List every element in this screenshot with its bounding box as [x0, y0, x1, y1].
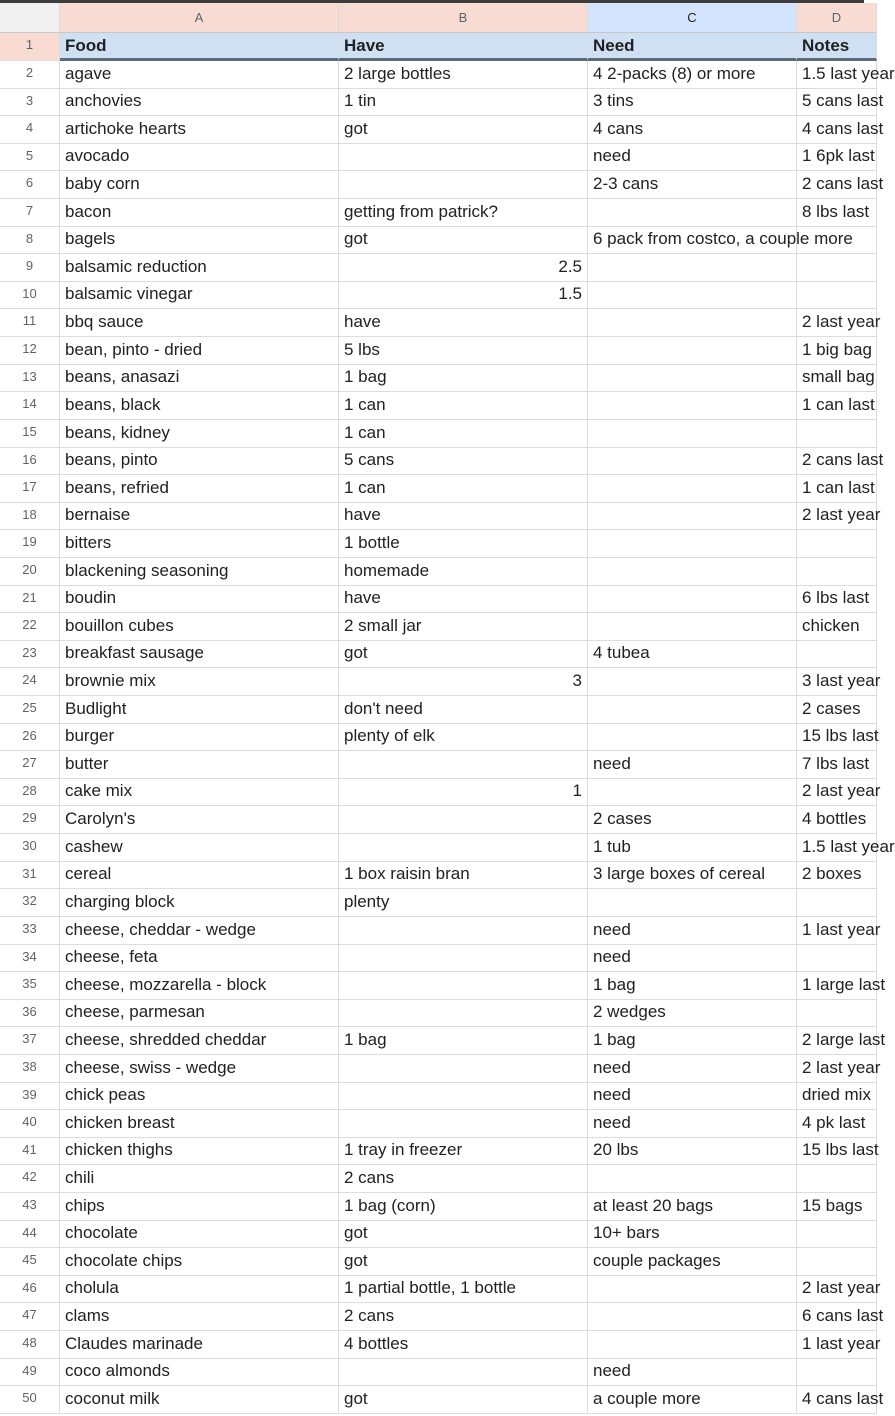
cell-have[interactable]: plenty — [339, 889, 588, 917]
row-header[interactable]: 40 — [0, 1110, 60, 1138]
cell-notes[interactable] — [797, 1221, 877, 1249]
cell-food[interactable]: chicken breast — [60, 1110, 339, 1138]
cell-have[interactable]: have — [339, 309, 588, 337]
cell-notes[interactable] — [797, 1248, 877, 1276]
cell-need[interactable]: 2 cases — [588, 806, 797, 834]
cell-food[interactable]: anchovies — [60, 89, 339, 117]
cell-have[interactable] — [339, 1055, 588, 1083]
cell-notes[interactable]: 1 big bag — [797, 337, 877, 365]
cell-have[interactable]: 1 can — [339, 392, 588, 420]
header-cell-notes[interactable]: Notes — [797, 33, 877, 61]
cell-food[interactable]: avocado — [60, 144, 339, 172]
cell-notes[interactable]: 1 last year — [797, 1331, 877, 1359]
row-header[interactable]: 33 — [0, 917, 60, 945]
cell-food[interactable]: beans, refried — [60, 475, 339, 503]
row-header[interactable]: 49 — [0, 1359, 60, 1387]
row-header[interactable]: 14 — [0, 392, 60, 420]
cell-have[interactable]: got — [339, 1221, 588, 1249]
row-header[interactable]: 37 — [0, 1027, 60, 1055]
row-header[interactable]: 24 — [0, 668, 60, 696]
cell-have[interactable] — [339, 144, 588, 172]
row-header[interactable]: 12 — [0, 337, 60, 365]
row-header[interactable]: 9 — [0, 254, 60, 282]
row-header[interactable]: 8 — [0, 227, 60, 255]
row-header[interactable]: 21 — [0, 586, 60, 614]
cell-need[interactable] — [588, 337, 797, 365]
cell-food[interactable]: chocolate chips — [60, 1248, 339, 1276]
cell-food[interactable]: burger — [60, 724, 339, 752]
cell-notes[interactable]: 1 6pk last — [797, 144, 877, 172]
cell-need[interactable] — [588, 724, 797, 752]
cell-notes[interactable]: 2 large last — [797, 1027, 877, 1055]
cell-food[interactable]: cheese, parmesan — [60, 1000, 339, 1028]
row-header[interactable]: 25 — [0, 696, 60, 724]
cell-notes[interactable] — [797, 1165, 877, 1193]
row-header[interactable]: 22 — [0, 613, 60, 641]
cell-notes[interactable]: 15 lbs last — [797, 724, 877, 752]
cell-notes[interactable]: 1.5 last year — [797, 834, 877, 862]
cell-food[interactable]: beans, kidney — [60, 420, 339, 448]
cell-need[interactable]: need — [588, 144, 797, 172]
cell-notes[interactable]: 1 large last — [797, 972, 877, 1000]
header-cell-need[interactable]: Need — [588, 33, 797, 61]
cell-need[interactable]: need — [588, 1055, 797, 1083]
cell-food[interactable]: balsamic vinegar — [60, 282, 339, 310]
cell-need[interactable] — [588, 309, 797, 337]
row-header[interactable]: 47 — [0, 1303, 60, 1331]
row-header[interactable]: 41 — [0, 1138, 60, 1166]
row-header[interactable]: 43 — [0, 1193, 60, 1221]
cell-need[interactable]: 20 lbs — [588, 1138, 797, 1166]
cell-need[interactable] — [588, 696, 797, 724]
row-header[interactable]: 19 — [0, 530, 60, 558]
row-header[interactable]: 34 — [0, 945, 60, 973]
cell-notes[interactable]: 6 lbs last — [797, 586, 877, 614]
cell-food[interactable]: cheese, cheddar - wedge — [60, 917, 339, 945]
cell-food[interactable]: baby corn — [60, 171, 339, 199]
cell-notes[interactable] — [797, 282, 877, 310]
column-header-a[interactable]: A — [60, 3, 339, 33]
cell-have[interactable]: 1 tin — [339, 89, 588, 117]
cell-need[interactable] — [588, 392, 797, 420]
cell-have[interactable]: have — [339, 586, 588, 614]
row-header[interactable]: 32 — [0, 889, 60, 917]
cell-food[interactable]: beans, black — [60, 392, 339, 420]
cell-notes[interactable]: 2 cans last — [797, 448, 877, 476]
cell-notes[interactable]: 6 cans last — [797, 1303, 877, 1331]
cell-have[interactable]: got — [339, 1248, 588, 1276]
cell-need[interactable] — [588, 475, 797, 503]
cell-food[interactable]: agave — [60, 61, 339, 89]
cell-need[interactable] — [588, 779, 797, 807]
cell-have[interactable] — [339, 945, 588, 973]
cell-need[interactable] — [588, 420, 797, 448]
cell-notes[interactable]: 7 lbs last — [797, 751, 877, 779]
row-header[interactable]: 20 — [0, 558, 60, 586]
cell-have[interactable]: 1 bag (corn) — [339, 1193, 588, 1221]
cell-have[interactable]: got — [339, 1386, 588, 1414]
cell-have[interactable] — [339, 806, 588, 834]
cell-notes[interactable]: 2 cans last — [797, 171, 877, 199]
cell-need[interactable] — [588, 503, 797, 531]
cell-have[interactable]: 2.5 — [339, 254, 588, 282]
cell-food[interactable]: clams — [60, 1303, 339, 1331]
header-cell-food[interactable]: Food — [60, 33, 339, 61]
cell-need[interactable]: need — [588, 1359, 797, 1387]
cell-need[interactable]: 4 tubea — [588, 641, 797, 669]
cell-food[interactable]: brownie mix — [60, 668, 339, 696]
cell-food[interactable]: bean, pinto - dried — [60, 337, 339, 365]
cell-notes[interactable]: 15 bags — [797, 1193, 877, 1221]
cell-need[interactable]: 3 tins — [588, 89, 797, 117]
row-header[interactable]: 44 — [0, 1221, 60, 1249]
cell-food[interactable]: bacon — [60, 199, 339, 227]
row-header[interactable]: 3 — [0, 89, 60, 117]
cell-need[interactable] — [588, 1331, 797, 1359]
cell-need[interactable]: need — [588, 1083, 797, 1111]
cell-have[interactable]: 1 bag — [339, 365, 588, 393]
cell-food[interactable]: coco almonds — [60, 1359, 339, 1387]
cell-food[interactable]: chips — [60, 1193, 339, 1221]
row-header[interactable]: 27 — [0, 751, 60, 779]
cell-have[interactable]: 1 bottle — [339, 530, 588, 558]
cell-need[interactable] — [588, 365, 797, 393]
cell-notes[interactable] — [797, 889, 877, 917]
cell-need[interactable]: couple packages — [588, 1248, 797, 1276]
cell-have[interactable]: 2 cans — [339, 1165, 588, 1193]
header-cell-have[interactable]: Have — [339, 33, 588, 61]
cell-need[interactable] — [588, 1276, 797, 1304]
cell-need[interactable]: 6 pack from costco, a couple more — [588, 227, 797, 255]
row-header[interactable]: 23 — [0, 641, 60, 669]
cell-have[interactable] — [339, 1359, 588, 1387]
cell-notes[interactable]: 2 last year — [797, 779, 877, 807]
cell-have[interactable]: 2 small jar — [339, 613, 588, 641]
cell-need[interactable]: 4 cans — [588, 116, 797, 144]
cell-notes[interactable]: small bag — [797, 365, 877, 393]
cell-need[interactable]: need — [588, 751, 797, 779]
cell-notes[interactable] — [797, 945, 877, 973]
cell-food[interactable]: cheese, shredded cheddar — [60, 1027, 339, 1055]
cell-need[interactable]: 10+ bars — [588, 1221, 797, 1249]
cell-food[interactable]: chocolate — [60, 1221, 339, 1249]
cell-food[interactable]: Carolyn's — [60, 806, 339, 834]
cell-food[interactable]: cheese, feta — [60, 945, 339, 973]
cell-have[interactable]: 4 bottles — [339, 1331, 588, 1359]
cell-food[interactable]: cheese, swiss - wedge — [60, 1055, 339, 1083]
cell-have[interactable] — [339, 1000, 588, 1028]
cell-need[interactable] — [588, 586, 797, 614]
row-header[interactable]: 16 — [0, 448, 60, 476]
row-header[interactable]: 48 — [0, 1331, 60, 1359]
cell-notes[interactable]: 1 can last — [797, 392, 877, 420]
cell-notes[interactable]: 15 lbs last — [797, 1138, 877, 1166]
cell-food[interactable]: butter — [60, 751, 339, 779]
cell-food[interactable]: Budlight — [60, 696, 339, 724]
cell-food[interactable]: cholula — [60, 1276, 339, 1304]
cell-food[interactable]: cereal — [60, 862, 339, 890]
cell-notes[interactable] — [797, 558, 877, 586]
cell-notes[interactable]: 2 last year — [797, 1276, 877, 1304]
row-header[interactable]: 39 — [0, 1083, 60, 1111]
spreadsheet-grid — [0, 3, 895, 1414]
column-header-c[interactable]: C — [588, 3, 797, 33]
cell-have[interactable] — [339, 917, 588, 945]
cell-notes[interactable] — [797, 1000, 877, 1028]
cell-food[interactable]: bbq sauce — [60, 309, 339, 337]
row-header[interactable]: 30 — [0, 834, 60, 862]
cell-food[interactable]: beans, pinto — [60, 448, 339, 476]
cell-need[interactable] — [588, 889, 797, 917]
cell-notes[interactable] — [797, 254, 877, 282]
row-header[interactable]: 26 — [0, 724, 60, 752]
cell-have[interactable]: got — [339, 116, 588, 144]
cell-food[interactable]: boudin — [60, 586, 339, 614]
cell-food[interactable]: cheese, mozzarella - block — [60, 972, 339, 1000]
cell-have[interactable]: 1 box raisin bran — [339, 862, 588, 890]
cell-notes[interactable]: 1 last year — [797, 917, 877, 945]
cell-have[interactable]: 2 large bottles — [339, 61, 588, 89]
cell-need[interactable] — [588, 668, 797, 696]
select-all-corner[interactable] — [0, 3, 60, 33]
row-header[interactable]: 4 — [0, 116, 60, 144]
column-header-b[interactable]: B — [339, 3, 588, 33]
cell-need[interactable]: 1 tub — [588, 834, 797, 862]
cell-food[interactable]: Claudes marinade — [60, 1331, 339, 1359]
cell-food[interactable]: breakfast sausage — [60, 641, 339, 669]
cell-notes[interactable]: 1 can last — [797, 475, 877, 503]
cell-food[interactable]: chick peas — [60, 1083, 339, 1111]
cell-notes[interactable]: 2 last year — [797, 309, 877, 337]
cell-have[interactable]: 1 can — [339, 475, 588, 503]
row-header[interactable]: 5 — [0, 144, 60, 172]
cell-food[interactable]: bouillon cubes — [60, 613, 339, 641]
cell-have[interactable] — [339, 171, 588, 199]
row-header[interactable]: 11 — [0, 309, 60, 337]
cell-notes[interactable] — [797, 530, 877, 558]
row-header[interactable]: 46 — [0, 1276, 60, 1304]
row-header[interactable]: 38 — [0, 1055, 60, 1083]
cell-notes[interactable] — [797, 1359, 877, 1387]
cell-need[interactable]: 3 large boxes of cereal — [588, 862, 797, 890]
cell-notes[interactable]: 2 last year — [797, 1055, 877, 1083]
cell-notes[interactable]: dried mix — [797, 1083, 877, 1111]
cell-need[interactable] — [588, 282, 797, 310]
cell-notes[interactable]: chicken — [797, 613, 877, 641]
cell-notes[interactable]: 3 last year — [797, 668, 877, 696]
row-header[interactable]: 18 — [0, 503, 60, 531]
cell-have[interactable]: 3 — [339, 668, 588, 696]
cell-have[interactable]: 5 lbs — [339, 337, 588, 365]
cell-food[interactable]: balsamic reduction — [60, 254, 339, 282]
cell-food[interactable]: cake mix — [60, 779, 339, 807]
cell-notes[interactable]: 2 last year — [797, 503, 877, 531]
row-header[interactable]: 50 — [0, 1386, 60, 1414]
cell-notes[interactable]: 4 cans last — [797, 1386, 877, 1414]
cell-have[interactable]: 1 — [339, 779, 588, 807]
cell-food[interactable]: blackening seasoning — [60, 558, 339, 586]
row-header[interactable]: 7 — [0, 199, 60, 227]
row-header[interactable]: 13 — [0, 365, 60, 393]
cell-food[interactable]: bagels — [60, 227, 339, 255]
cell-have[interactable]: got — [339, 227, 588, 255]
row-header[interactable]: 28 — [0, 779, 60, 807]
cell-need[interactable] — [588, 613, 797, 641]
cell-have[interactable]: 1 bag — [339, 1027, 588, 1055]
cell-have[interactable] — [339, 1083, 588, 1111]
row-header[interactable]: 17 — [0, 475, 60, 503]
cell-have[interactable]: don't need — [339, 696, 588, 724]
cell-need[interactable]: 1 bag — [588, 1027, 797, 1055]
cell-have[interactable]: getting from patrick? — [339, 199, 588, 227]
cell-have[interactable]: 1 partial bottle, 1 bottle — [339, 1276, 588, 1304]
cell-food[interactable]: beans, anasazi — [60, 365, 339, 393]
cell-food[interactable]: artichoke hearts — [60, 116, 339, 144]
cell-need[interactable]: 2-3 cans — [588, 171, 797, 199]
cell-have[interactable] — [339, 1110, 588, 1138]
cell-have[interactable] — [339, 834, 588, 862]
cell-need[interactable]: 1 bag — [588, 972, 797, 1000]
cell-food[interactable]: charging block — [60, 889, 339, 917]
cell-food[interactable]: cashew — [60, 834, 339, 862]
cell-need[interactable] — [588, 1165, 797, 1193]
cell-need[interactable]: need — [588, 1110, 797, 1138]
cell-have[interactable] — [339, 751, 588, 779]
cell-need[interactable] — [588, 558, 797, 586]
cell-need[interactable] — [588, 448, 797, 476]
cell-need[interactable]: a couple more — [588, 1386, 797, 1414]
row-header[interactable]: 29 — [0, 806, 60, 834]
cell-notes[interactable]: 1.5 last year — [797, 61, 877, 89]
row-header[interactable]: 15 — [0, 420, 60, 448]
cell-need[interactable] — [588, 530, 797, 558]
row-header[interactable]: 6 — [0, 171, 60, 199]
cell-food[interactable]: chili — [60, 1165, 339, 1193]
cell-have[interactable]: have — [339, 503, 588, 531]
cell-notes[interactable]: 4 pk last — [797, 1110, 877, 1138]
cell-need[interactable]: at least 20 bags — [588, 1193, 797, 1221]
cell-have[interactable]: homemade — [339, 558, 588, 586]
cell-need[interactable]: need — [588, 945, 797, 973]
row-header[interactable]: 31 — [0, 862, 60, 890]
cell-have[interactable]: 5 cans — [339, 448, 588, 476]
cell-notes[interactable]: 4 cans last — [797, 116, 877, 144]
cell-need[interactable]: 2 wedges — [588, 1000, 797, 1028]
cell-need[interactable] — [588, 199, 797, 227]
row-header[interactable]: 36 — [0, 1000, 60, 1028]
cell-have[interactable]: got — [339, 641, 588, 669]
cell-food[interactable]: bernaise — [60, 503, 339, 531]
cell-notes[interactable] — [797, 420, 877, 448]
cell-have[interactable]: 2 cans — [339, 1303, 588, 1331]
cell-notes[interactable]: 8 lbs last — [797, 199, 877, 227]
row-header[interactable]: 35 — [0, 972, 60, 1000]
cell-food[interactable]: coconut milk — [60, 1386, 339, 1414]
cell-notes[interactable]: 4 bottles — [797, 806, 877, 834]
row-header[interactable]: 10 — [0, 282, 60, 310]
cell-notes[interactable]: 5 cans last — [797, 89, 877, 117]
row-header[interactable]: 45 — [0, 1248, 60, 1276]
row-header[interactable]: 42 — [0, 1165, 60, 1193]
cell-need[interactable]: 4 2-packs (8) or more — [588, 61, 797, 89]
cell-notes[interactable] — [797, 641, 877, 669]
cell-need[interactable]: need — [588, 917, 797, 945]
cell-have[interactable]: 1 can — [339, 420, 588, 448]
cell-need[interactable] — [588, 254, 797, 282]
cell-notes[interactable]: 2 cases — [797, 696, 877, 724]
cell-have[interactable]: 1.5 — [339, 282, 588, 310]
row-header[interactable]: 2 — [0, 61, 60, 89]
cell-have[interactable]: plenty of elk — [339, 724, 588, 752]
row-header-1[interactable]: 1 — [0, 33, 60, 61]
cell-need[interactable] — [588, 1303, 797, 1331]
cell-have[interactable]: 1 tray in freezer — [339, 1138, 588, 1166]
cell-food[interactable]: chicken thighs — [60, 1138, 339, 1166]
cell-have[interactable] — [339, 972, 588, 1000]
column-header-d[interactable]: D — [797, 3, 877, 33]
cell-food[interactable]: bitters — [60, 530, 339, 558]
cell-notes[interactable]: 2 boxes — [797, 862, 877, 890]
